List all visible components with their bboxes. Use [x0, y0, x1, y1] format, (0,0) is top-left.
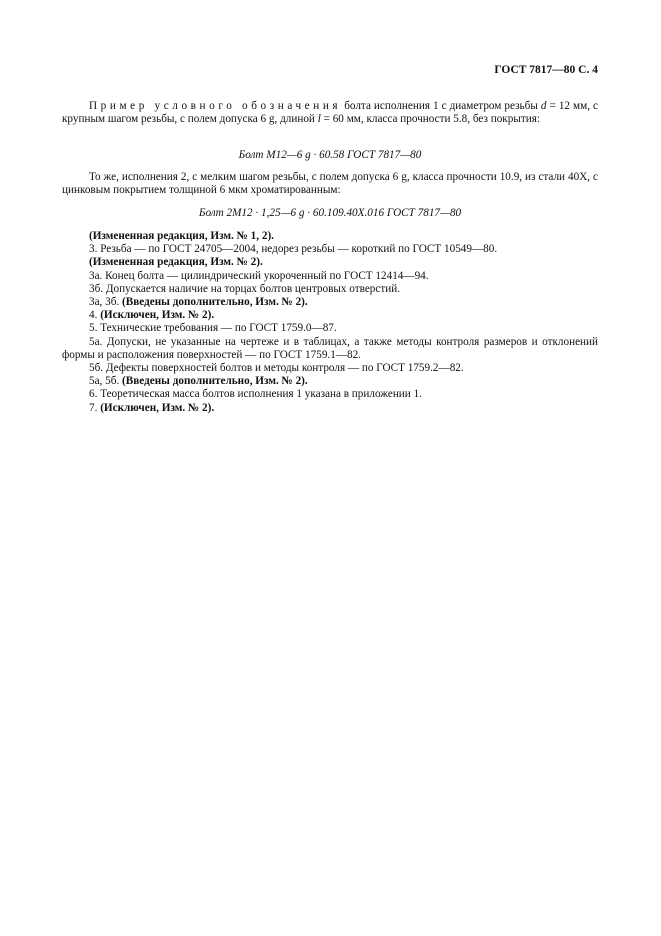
- clause-item: 3. Резьба — по ГОСТ 24705—2004, недорез резьбы — короткий по ГОСТ 10549—80.: [89, 243, 498, 256]
- formula-1-block: [62, 149, 598, 162]
- clause-item: 5. Технические требования — по ГОСТ 1759.0—87.: [89, 322, 337, 335]
- clause-item: 5б. Дефекты поверхностей болтов и методы контроля — по ГОСТ 1759.2—82.: [89, 362, 464, 375]
- clauses-list: [62, 230, 598, 415]
- clause-item: (Измененная редакция, Изм. № 1, 2).: [89, 230, 274, 242]
- example-2-paragraph: То же, исполнения 2, с мелким шагом резьбы, с полем допуска 6 g, класса прочности 10.9, из стали 40Х, с цинковым покрытием толщиной 6 мкм хроматированным:: [62, 171, 598, 197]
- clause-item: 5а, 5б. (Введены дополнительно, Изм. № 2).: [89, 375, 308, 388]
- example-1-text-a: болта исполнения 1 с диаметром резьбы: [341, 100, 541, 112]
- clause-item: 3а. Конец болта — цилиндрический укороченный по ГОСТ 12414—94.: [89, 269, 429, 282]
- formula-2: Болт 2М12 · 1,25—6 g · 60.109.40Х.016 ГОСТ 7817—80: [198, 207, 462, 219]
- example-1-paragraph: [62, 100, 598, 126]
- formula-1: Болт М12—6 g · 60.58 ГОСТ 7817—80: [238, 149, 422, 161]
- example-1-text-c: = 60 мм, класса прочности 5.8, без покрытия:: [320, 113, 540, 126]
- clause-item: 7. (Исключен, Изм. № 2).: [89, 401, 215, 414]
- clause-item: 3б. Допускается наличие на торцах болтов центровых отверстий.: [89, 282, 401, 295]
- example-1-symbol-d: d: [540, 100, 547, 112]
- designation-example-1: [62, 100, 598, 126]
- clause-item: 5а. Допуски, не указанные на чертеже и в таблицах, а также методы контроля размеров и отклонений формы и расположения поверхностей — по ГОСТ 1759.1—82.: [62, 335, 598, 361]
- formula-2-block: [62, 207, 598, 220]
- example-1-symbol-l: l: [317, 113, 321, 126]
- clause-item: 4. (Исключен, Изм. № 2).: [89, 309, 215, 322]
- example-1-spaced-title: Пример условного обозначения: [89, 100, 342, 112]
- clause-item: 6. Теоретическая масса болтов исполнения 1 указана в приложении 1.: [89, 388, 422, 401]
- designation-example-2: [62, 171, 598, 197]
- clause-item: 3а, 3б. (Введены дополнительно, Изм. № 2).: [89, 296, 308, 309]
- clause-item: (Измененная редакция, Изм. № 2).: [89, 256, 263, 269]
- page-header: ГОСТ 7817—80 С. 4: [494, 64, 598, 76]
- example-1-text-b: = 12 мм, с крупным шагом резьбы, с полем допуска 6 g, длиной: [62, 100, 598, 126]
